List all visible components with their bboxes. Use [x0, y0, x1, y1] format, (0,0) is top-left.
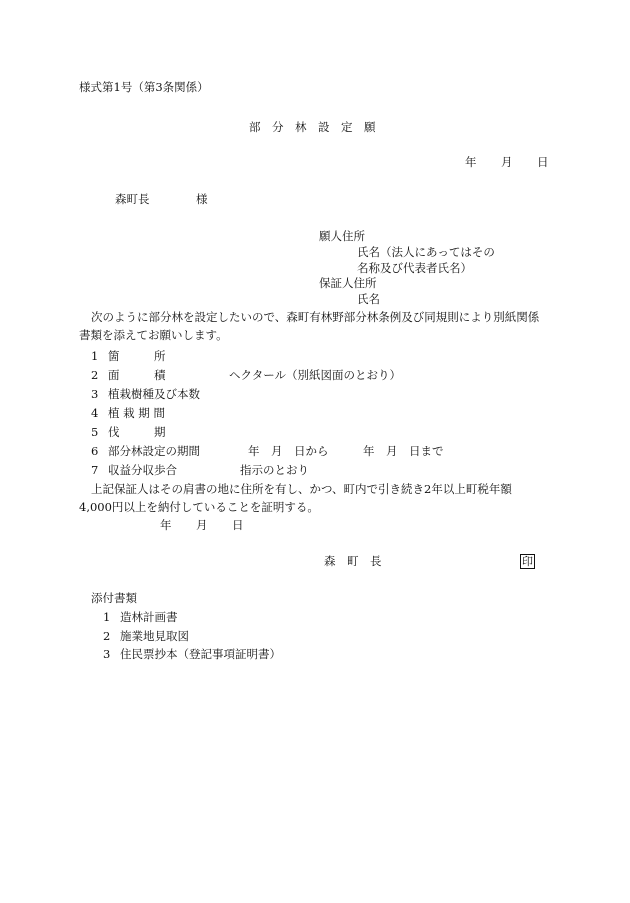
cert-date-month-label: 月 [196, 518, 208, 532]
item-label: 箇 所 [108, 349, 166, 363]
applicant-name-label: 氏名（法人にあってはその [357, 245, 495, 259]
guarantor-name-label: 氏名 [357, 292, 380, 306]
attachment-number: 2 [103, 629, 111, 643]
date-year-label: 年 [465, 155, 477, 169]
item-value: ヘクタール（別紙図面のとおり） [229, 368, 402, 382]
item-label: 植栽樹種及び本数 [108, 387, 200, 401]
certification-line-2: 4,000円以上を納付していることを証明する。 [79, 500, 319, 514]
item-label: 植 栽 期 間 [108, 406, 165, 420]
form-id: 様式第1号（第3条関係） [79, 80, 209, 94]
intro-line-2: 書類を添えてお願いします。 [79, 328, 228, 342]
item-label: 部分林設定の期間 [108, 444, 200, 458]
item-number: 7 [91, 463, 99, 477]
item-number: 4 [91, 406, 99, 420]
addressee-honorific: 様 [196, 192, 208, 206]
attachments-heading: 添付書類 [91, 591, 137, 605]
attachment-label: 住民票抄本（登記事項証明書） [120, 647, 281, 661]
certification-line-1: 上記保証人はその肩書の地に住所を有し、かつ、町内で引き続き2年以上町税年額 [91, 482, 512, 496]
item-value: 年 月 日から 年 月 日まで [248, 444, 444, 458]
date-day-label: 日 [537, 155, 549, 169]
attachment-number: 3 [103, 647, 111, 661]
item-number: 6 [91, 444, 99, 458]
page-title: 部 分 林 設 定 願 [249, 120, 376, 134]
item-label: 伐 期 [108, 425, 166, 439]
mayor-label: 森 町 長 [324, 554, 382, 568]
item-number: 2 [91, 368, 99, 382]
attachment-label: 施業地見取図 [120, 629, 189, 643]
item-value: 指示のとおり [240, 463, 309, 477]
item-label: 収益分収歩合 [108, 463, 177, 477]
cert-date-day-label: 日 [232, 518, 244, 532]
item-number: 5 [91, 425, 99, 439]
item-number: 1 [91, 349, 99, 363]
intro-line-1: 次のように部分林を設定したいので、森町有林野部分林条例及び同規則により別紙関係 [91, 310, 540, 324]
guarantor-address-label: 保証人住所 [319, 276, 377, 290]
addressee-name: 森町長 [115, 192, 150, 206]
cert-date-year-label: 年 [160, 518, 172, 532]
seal-mark: 印 [522, 555, 533, 568]
item-number: 3 [91, 387, 99, 401]
applicant-address-label: 願人住所 [319, 229, 365, 243]
date-month-label: 月 [501, 155, 513, 169]
item-label: 面 積 [108, 368, 166, 382]
attachment-label: 造林計画書 [120, 610, 178, 624]
applicant-name-label-cont: 名称及び代表者氏名） [357, 261, 472, 275]
attachment-number: 1 [103, 610, 111, 624]
